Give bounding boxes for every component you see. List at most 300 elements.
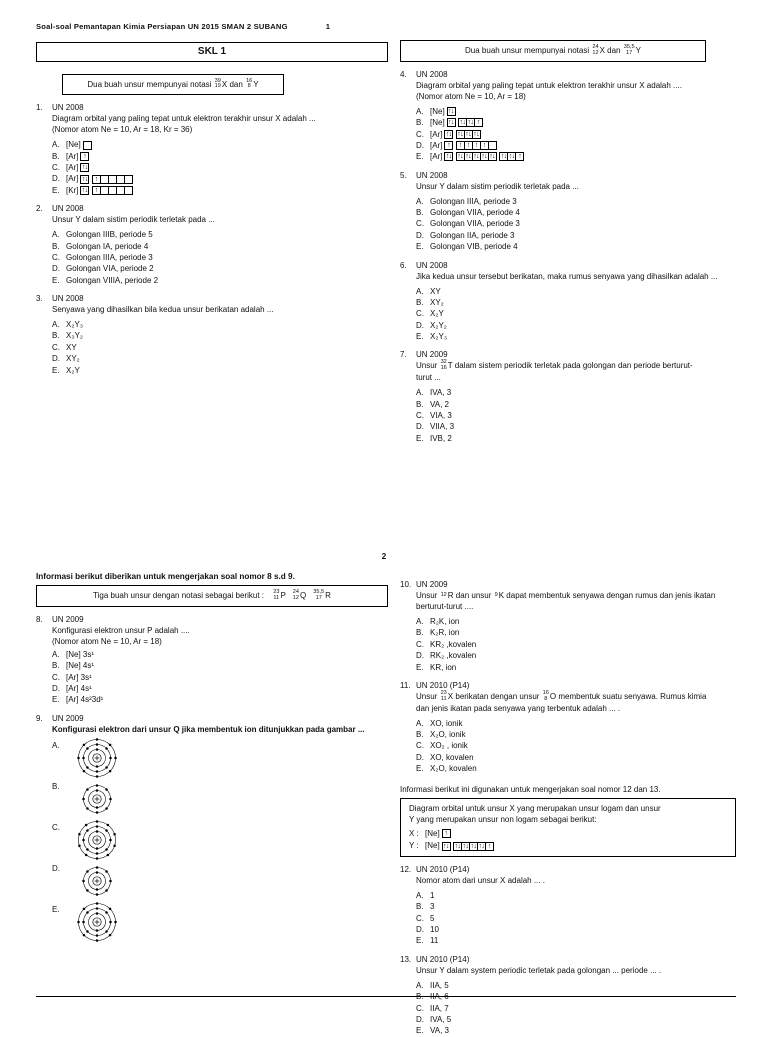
option-item[interactable] — [52, 139, 388, 150]
notation-nuclide-r-symbol: R — [325, 591, 331, 600]
option-item[interactable] — [52, 672, 388, 683]
option-text: Golongan IIIA, periode 3 — [66, 252, 153, 262]
option-item[interactable] — [416, 129, 736, 140]
question-stem: Senyawa yang dihasilkan bila kedua unsur berikatan adalah ... — [52, 305, 274, 315]
option-letter: E. — [52, 904, 60, 914]
option-item[interactable] — [416, 218, 736, 229]
option-letter: C. — [416, 129, 424, 139]
question-item — [36, 203, 388, 286]
option-letter: D. — [416, 752, 424, 762]
option-list — [416, 387, 736, 444]
question-element-1: 12 — [440, 591, 447, 598]
option-letter: E. — [416, 662, 424, 672]
bohr-option-item[interactable] — [52, 779, 388, 820]
option-list — [416, 616, 736, 673]
option-list — [416, 106, 736, 163]
option-letter: D. — [52, 354, 60, 364]
notation-nuclide-p: 23 11 — [273, 589, 280, 601]
option-item[interactable] — [52, 319, 388, 330]
question-subnote: (Nomor atom Ne = 10, Ar = 18) — [416, 91, 526, 101]
orbital-cell-up: ↑ — [456, 141, 465, 150]
question-stem: Nomor atom dari unsur X adalah ... . — [416, 875, 545, 885]
option-text: IVB, 2 — [430, 433, 452, 443]
option-list — [416, 196, 736, 253]
option-text: IVA, 3 — [430, 388, 452, 398]
option-letter: B. — [416, 118, 424, 128]
option-item[interactable] — [416, 650, 736, 661]
option-letter: B. — [416, 399, 424, 409]
question-stem: Diagram orbital yang paling tepat untuk elektron terakhir unsur X adalah ... — [52, 114, 316, 124]
option-list — [416, 890, 736, 947]
orbital-cell-updown: ↑ ↓ — [481, 153, 488, 161]
page-2-number: 2 — [381, 552, 387, 561]
option-item[interactable] — [52, 241, 388, 252]
option-letter: E. — [52, 185, 60, 195]
nuclide-x: 24 12 — [592, 44, 599, 56]
option-letter: A. — [52, 230, 60, 240]
question-item — [400, 170, 736, 253]
orbital-cell-up: ↑ — [92, 186, 101, 195]
question-number: 3. — [36, 294, 43, 303]
question-number: 9. — [36, 713, 43, 723]
nuclide-y-symbol: Y — [253, 79, 259, 89]
option-letter: E. — [416, 936, 424, 946]
orbital-cell-updown: ↑ ↓ — [81, 175, 89, 183]
question-number: 10. — [400, 580, 412, 589]
option-letter: D. — [416, 320, 424, 330]
option-item[interactable] — [416, 421, 736, 432]
orbital-box-x-row — [409, 828, 727, 840]
option-text: 5 — [430, 913, 435, 923]
orbital-cell-up: ↑ — [464, 141, 473, 150]
bohr-atom-diagram — [66, 820, 128, 860]
notation-nuclide-r: 35,5 17 — [313, 589, 325, 601]
option-text: VA, 2 — [430, 399, 449, 409]
option-letter: E. — [416, 764, 424, 774]
option-letter: C. — [52, 163, 60, 173]
option-text: VA, 3 — [430, 1026, 449, 1036]
option-list — [52, 319, 388, 376]
option-item[interactable] — [416, 241, 736, 252]
option-text: X₂O, ionik — [430, 730, 466, 740]
option-item[interactable] — [416, 924, 736, 935]
option-letter: E. — [416, 1026, 424, 1036]
footer-divider — [36, 996, 736, 997]
orbital-cell-up: ↑ — [480, 141, 489, 150]
option-item[interactable] — [416, 387, 736, 398]
option-item[interactable] — [416, 140, 736, 151]
question-element-2: 16 8 — [542, 689, 549, 702]
option-item[interactable] — [52, 185, 388, 196]
option-prefix: [Ne] — [430, 106, 445, 116]
page2-right-orbital-box — [400, 798, 736, 857]
orbital-group — [499, 152, 524, 161]
question-element-2-symbol: K — [498, 591, 505, 601]
question-stem: Unsur 23 11 X berikatan dengan unsur 16 8 O membentuk suatu senyawa. Rumus kimia — [416, 689, 707, 702]
orbital-box-y-row — [409, 840, 727, 852]
option-letter: D. — [416, 651, 424, 661]
question-source: UN 2009 — [52, 713, 84, 723]
option-item[interactable] — [416, 980, 736, 991]
page2-left-column — [36, 572, 388, 943]
orbital-group — [456, 130, 481, 139]
option-item[interactable] — [52, 365, 388, 376]
question-stem: Unsur Y dalam system periodic terletak pada golongan ... periode ... . — [416, 965, 662, 975]
option-text: X₂Y₃ — [66, 320, 84, 330]
question-source: UN 2009 — [416, 580, 448, 589]
option-letter: B. — [416, 902, 424, 912]
orbital-cell-updown: ↑ ↓ — [445, 153, 453, 161]
orbital-cell-updown: ↑ ↓ — [473, 153, 480, 161]
option-item[interactable] — [416, 662, 736, 673]
option-item[interactable] — [416, 740, 736, 751]
question-item — [36, 713, 388, 943]
orbital-cell-updown: ↑ ↓ — [470, 842, 477, 850]
page2-left-notation-box — [36, 585, 388, 607]
orbital-group — [80, 163, 89, 172]
orbital-cell-updown: ↑ ↓ — [500, 153, 508, 161]
option-item[interactable] — [416, 913, 736, 924]
orbital-cell-updown: ↑ ↓ — [462, 842, 469, 850]
bohr-atom-diagram — [66, 902, 128, 942]
question-source: UN 2008 — [52, 204, 84, 214]
option-item[interactable] — [416, 935, 736, 946]
option-item[interactable] — [416, 410, 736, 421]
option-item[interactable] — [416, 230, 736, 241]
bohr-option-item[interactable] — [52, 902, 388, 943]
option-letter: A. — [416, 196, 424, 206]
bohr-option-item[interactable] — [52, 738, 388, 779]
question-stem-cont: dan jenis ikatan pada senyawa yang terbentuk adalah ... . — [416, 703, 621, 713]
orbital-cell-updown: ↑ ↓ — [81, 186, 89, 194]
notation-intro-text: Tiga buah unsur dengan notasi sebagai berikut : — [93, 591, 264, 600]
option-item[interactable] — [416, 308, 736, 319]
option-text: Golongan VIA, periode 2 — [66, 264, 154, 274]
option-text: R₂K, ion — [430, 617, 460, 627]
question-number: 5. — [400, 170, 407, 180]
question-source: UN 2010 (P14) — [416, 680, 470, 690]
option-text: Golongan IIIB, periode 5 — [66, 230, 153, 240]
orbital-y-prefix: [Ne] — [425, 841, 440, 851]
orbital-cell-updown: ↑ ↓ — [454, 842, 461, 850]
option-letter: D. — [416, 140, 424, 150]
option-letter: D. — [416, 1014, 424, 1024]
orbital-cell-up: ↑ — [442, 829, 451, 838]
option-text: Golongan IIIA, periode 3 — [430, 196, 517, 206]
option-text: K₂R, ion — [430, 628, 460, 638]
question-element-1-symbol: X — [447, 691, 454, 701]
question-source: UN 2008 — [416, 69, 448, 79]
orbital-cell-updown: ↑ ↓ — [81, 164, 89, 172]
option-item[interactable] — [52, 275, 388, 286]
orbital-group — [447, 118, 456, 127]
page1-left-column — [36, 42, 388, 376]
option-text: X₂O, kovalen — [430, 764, 477, 774]
orbital-cell-updown: ↑ ↓ — [508, 153, 516, 161]
notation-nuclide-group — [266, 591, 331, 600]
question-stem: Konfigurasi elektron dari unsur Q jika membentuk ion ditunjukkan pada gambar ... — [52, 724, 365, 734]
option-item[interactable] — [416, 297, 736, 308]
orbital-group — [456, 141, 497, 150]
option-item[interactable] — [416, 117, 736, 128]
question-stem-cont: berturut-turut .... — [416, 602, 474, 612]
option-text: XO₂ , ionik — [430, 741, 468, 751]
orbital-group — [80, 186, 89, 195]
question-number: 6. — [400, 260, 407, 270]
page1-right-column — [400, 40, 736, 444]
orbital-diagram-x — [440, 828, 451, 840]
question-stem: Konfigurasi elektron unsur P adalah .... — [52, 625, 190, 635]
option-item[interactable] — [416, 890, 736, 901]
orbital-group — [456, 152, 497, 161]
question-source: UN 2010 (P14) — [416, 864, 470, 874]
option-text: 10 — [430, 925, 439, 935]
option-text: [Ar] 3s¹ — [66, 672, 92, 682]
option-list — [52, 229, 388, 286]
orbital-group — [92, 186, 133, 195]
option-item[interactable] — [416, 286, 736, 297]
option-prefix: [Ar] — [430, 129, 443, 139]
nuclide-x-symbol: X — [221, 79, 228, 89]
question-stem: Unsur Y dalam sistim periodik terletak pada ... — [52, 215, 215, 225]
notation-nuclide-q-symbol: Q — [300, 591, 307, 600]
question-stem: Unsur 12 R dan unsur 9 K dapat membentuk senyawa dengan rumus dan jenis ikatan — [416, 591, 716, 601]
option-list — [416, 286, 736, 343]
option-item[interactable] — [416, 718, 736, 729]
orbital-cell-updown: ↑ ↓ — [465, 130, 472, 138]
option-item[interactable] — [52, 694, 388, 705]
option-text: IIA, 5 — [430, 980, 449, 990]
question-item — [400, 349, 736, 444]
question-nuclide: 32 16 — [440, 359, 447, 372]
skl-title: SKL 1 — [36, 42, 388, 62]
option-item[interactable] — [416, 763, 736, 774]
option-item[interactable] — [52, 330, 388, 341]
option-text: IIA, 6 — [430, 992, 449, 1002]
page1-left-question-list — [36, 102, 388, 376]
option-item[interactable] — [52, 151, 388, 162]
option-letter: A. — [416, 106, 424, 116]
question-source: UN 2010 (P14) — [416, 954, 470, 964]
option-letter: E. — [416, 433, 424, 443]
option-letter: B. — [52, 151, 60, 161]
option-text: [Ar] 4s¹ — [66, 683, 92, 693]
option-item[interactable] — [52, 353, 388, 364]
bohr-option-item[interactable] — [52, 820, 388, 861]
orbital-box-line-1: Diagram orbital untuk unsur X yang merupakan unsur logam dan unsur — [409, 803, 661, 813]
question-number: 4. — [400, 69, 407, 79]
nuclide-y-symbol: Y — [635, 46, 641, 55]
orbital-group — [83, 141, 92, 150]
orbital-group — [442, 842, 451, 851]
option-prefix: [Kr] — [66, 185, 79, 195]
question-item — [36, 614, 388, 706]
option-prefix: [Ne] — [430, 118, 445, 128]
option-item[interactable] — [416, 433, 736, 444]
option-item[interactable] — [416, 901, 736, 912]
option-item[interactable] — [416, 639, 736, 650]
option-item[interactable] — [416, 207, 736, 218]
option-text: 1 — [430, 890, 435, 900]
question-stem: Unsur 32 16 T dalam sistem periodik terletak pada golongan dan periode berturut- — [416, 359, 693, 372]
option-text: Golongan IIA, periode 3 — [430, 230, 515, 240]
option-list — [52, 139, 388, 196]
orbital-box-line-2: Y yang merupakan unsur non logam sebagai berikut: — [409, 815, 597, 825]
option-letter: C. — [416, 913, 424, 923]
option-text: XY — [66, 342, 77, 352]
option-letter: E. — [416, 242, 424, 252]
orbital-group — [92, 175, 133, 184]
document-title: Soal-soal Pemantapan Kimia Persiapan UN 2015 SMAN 2 SUBANG — [36, 22, 288, 31]
question-element-2-symbol: O — [549, 691, 557, 701]
option-text: 11 — [430, 936, 439, 946]
orbital-cell-updown: ↑ ↓ — [442, 842, 450, 850]
option-list — [416, 718, 736, 775]
orbital-x-prefix: [Ne] — [425, 828, 440, 838]
option-letter: C. — [416, 639, 424, 649]
bohr-atom-diagram — [66, 738, 128, 778]
notation-intro-text: Dua buah unsur mempunyai notasi — [87, 79, 212, 89]
page2-left-info-heading: Informasi berikut diberikan untuk mengerjakan soal nomor 8 s.d 9. — [36, 572, 295, 581]
option-item[interactable] — [52, 342, 388, 353]
orbital-group — [444, 141, 453, 150]
option-item[interactable] — [52, 683, 388, 694]
orbital-group — [447, 107, 456, 116]
bohr-option-list — [52, 738, 388, 943]
page1-left-notation-box — [62, 74, 284, 96]
option-text: Golongan IA, periode 4 — [66, 241, 149, 251]
orbital-cell-updown: ↑ ↓ — [447, 108, 455, 116]
option-letter: E. — [52, 695, 60, 705]
option-prefix: [Ar] — [66, 151, 79, 161]
option-letter: A. — [52, 140, 60, 150]
orbital-group — [444, 130, 453, 139]
option-text: X₂Y — [430, 309, 444, 319]
question-number: 13. — [400, 954, 412, 964]
option-text: X₂Y₃ — [430, 332, 448, 341]
option-letter: A. — [416, 890, 424, 900]
bohr-option-item[interactable] — [52, 861, 388, 902]
option-letter: B. — [52, 331, 60, 341]
option-letter: D. — [416, 230, 424, 240]
option-item[interactable] — [416, 1003, 736, 1014]
orbital-x-label: X : — [409, 828, 419, 838]
option-item[interactable] — [52, 229, 388, 240]
option-letter: C. — [416, 741, 424, 751]
option-text: XY₂ — [430, 297, 444, 307]
orbital-cell-empty — [124, 186, 133, 195]
option-letter: B. — [52, 781, 60, 791]
option-item[interactable] — [416, 616, 736, 627]
option-item[interactable] — [52, 660, 388, 671]
question-item — [36, 102, 388, 196]
page1-right-notation-box — [400, 40, 706, 62]
orbital-cell-updown: ↑ ↓ — [465, 153, 472, 161]
question-stem: Jika kedua unsur tersebut berikatan, maka rumus senyawa yang dihasilkan adalah ... — [416, 271, 718, 281]
option-item[interactable] — [416, 399, 736, 410]
option-item[interactable] — [416, 331, 736, 342]
notation-nuclide-q: 24 12 — [292, 589, 300, 601]
question-number: 2. — [36, 204, 43, 214]
question-source: UN 2008 — [52, 103, 84, 113]
page2-right-question-list — [400, 579, 736, 775]
option-item[interactable] — [416, 1025, 736, 1036]
question-source: UN 2009 — [416, 350, 448, 360]
page2-left-question-list — [36, 614, 388, 943]
option-item[interactable] — [52, 252, 388, 263]
option-letter: D. — [52, 264, 60, 274]
option-letter: A. — [416, 388, 424, 398]
option-letter: C. — [52, 822, 60, 832]
option-item[interactable] — [416, 106, 736, 117]
orbital-y-label: Y : — [409, 841, 419, 851]
option-letter: D. — [52, 174, 60, 184]
option-text: Golongan VIIIA, periode 2 — [66, 275, 159, 285]
option-item[interactable] — [416, 627, 736, 638]
question-stem: Unsur Y dalam sistim periodik terletak pada ... — [416, 181, 579, 191]
notation-nuclide-p-symbol: P — [280, 591, 286, 600]
question-item — [400, 69, 736, 163]
option-letter: D. — [52, 863, 60, 873]
document-header — [36, 22, 736, 31]
orbital-cell-updown: ↑ ↓ — [459, 119, 466, 127]
option-letter: B. — [416, 992, 424, 1002]
option-letter: A. — [416, 286, 424, 296]
orbital-cell-up: ↑ — [92, 175, 101, 184]
question-source: UN 2008 — [416, 170, 448, 180]
option-item[interactable] — [52, 173, 388, 184]
option-item[interactable] — [52, 649, 388, 660]
option-letter: B. — [416, 730, 424, 740]
option-text: Golongan VIIA, periode 4 — [430, 208, 520, 218]
orbital-cell-empty — [83, 141, 92, 150]
option-list — [416, 980, 736, 1037]
option-item[interactable] — [416, 729, 736, 740]
option-item[interactable] — [416, 752, 736, 763]
orbital-group — [442, 829, 451, 838]
orbital-group — [80, 152, 89, 161]
option-text: KR₂ ,kovalen — [430, 639, 477, 649]
question-stem-cont: turut ... — [416, 373, 441, 383]
orbital-cell-up: ↑ — [444, 141, 453, 150]
question-subnote: (Nomor atom Ne = 10, Ar = 18) — [52, 636, 162, 646]
option-item[interactable] — [416, 151, 736, 162]
option-text: XO, ionik — [430, 718, 463, 728]
option-item[interactable] — [52, 162, 388, 173]
option-letter: A. — [416, 617, 424, 627]
option-item[interactable] — [416, 320, 736, 331]
question-element-1: 23 11 — [440, 689, 447, 702]
option-text: X₂Y₂ — [430, 320, 447, 330]
question-source: UN 2008 — [416, 260, 448, 270]
question-nuclide-symbol: T — [447, 361, 453, 371]
orbital-group — [444, 152, 453, 161]
option-letter: A. — [52, 649, 60, 659]
notation-conjunction: dan — [229, 79, 243, 89]
notation-intro-text: Dua buah unsur mempunyai notasi — [465, 46, 590, 55]
option-letter: C. — [416, 309, 424, 319]
option-item[interactable] — [416, 196, 736, 207]
option-prefix: [Ar] — [66, 174, 79, 184]
option-letter: C. — [416, 410, 424, 420]
option-text: X₃Y₂ — [66, 331, 84, 341]
option-letter: E. — [52, 275, 60, 285]
question-number: 12. — [400, 864, 412, 874]
option-item[interactable] — [52, 263, 388, 274]
page2-right-column — [400, 572, 736, 1037]
orbital-cell-up: ↑ — [474, 118, 483, 127]
option-list — [52, 649, 388, 706]
